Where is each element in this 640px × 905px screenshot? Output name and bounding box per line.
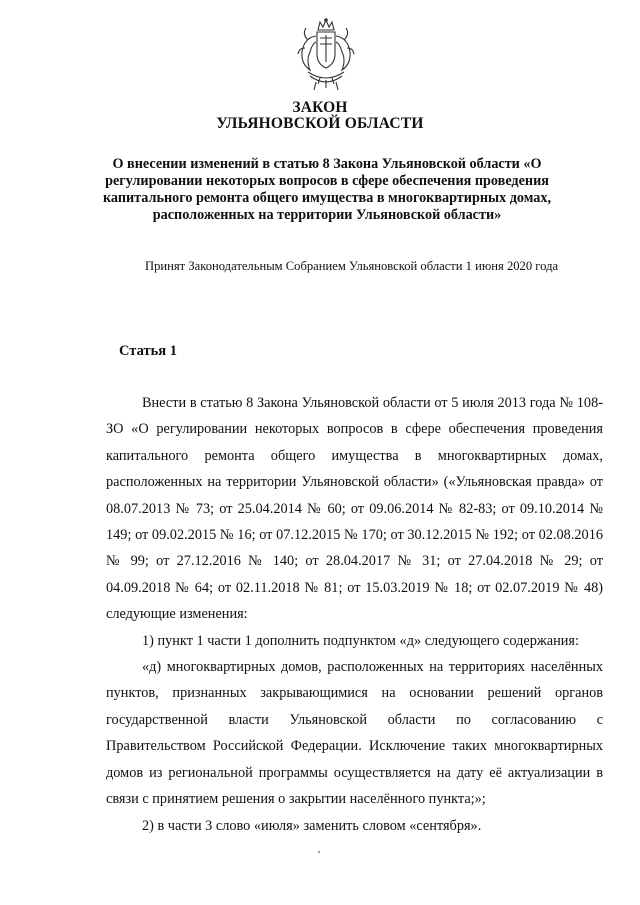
region-title: УЛЬЯНОВСКОЙ ОБЛАСТИ: [216, 115, 424, 132]
paragraph-item-1: 1) пункт 1 части 1 дополнить подпунктом «д» следующего содержания:: [142, 632, 579, 649]
article-body: [106, 390, 603, 839]
coat-of-arms-emblem: [296, 18, 356, 92]
scan-speck: [318, 851, 320, 853]
paragraph-main: Внести в статью 8 Закона Ульяновской области от 5 июля 2013 года № 108-ЗО «О регулировании некоторых вопросов в сфере обеспечения проведения капитального ремонта общего имущества в многоквартирных домах, расположенных на территории Ульяновской области» («Ульяновская правда» от 08.07.2013 № 73; от 25.04.2014 № 60; от 09.06.2014 № 82-83; от 09.10.2014 № 149; от 09.02.2015 № 16; от 07.12.2015 № 170; от 30.12.2015 № 192; от 02.08.2016 № 99; от 27.12.2016 № 140; от 28.04.2017 № 31; от 27.04.2018 № 29; от 04.09.2018 № 64; от 02.11.2018 № 81; от 15.03.2019 № 18; от 02.07.2019 № 48) следующие изменения:: [106, 395, 603, 623]
law-title: ЗАКОН: [292, 99, 348, 116]
law-subtitle: О внесении изменений в статью 8 Закона Ульяновской области «О регулировании некоторых вопросов в сфере обеспечения проведения капитального ремонта общего имущества в многоквартирных домах, расположенных на территории Ульяновской области»: [102, 156, 552, 223]
adoption-note: Принят Законодательным Собранием Ульяновской области 1 июня 2020 года: [145, 259, 559, 273]
article-heading: Статья 1: [119, 343, 177, 359]
paragraph-item-2: 2) в части 3 слово «июля» заменить словом «сентября».: [142, 817, 482, 834]
paragraph-subitem-d: «д) многоквартирных домов, расположенных на территориях населённых пунктов, признанных закрывающимися на основании решений органов государственной власти Ульяновской области по согласованию с Правительством Российской Федерации. Исключение таких многоквартирных домов из региональной программы осуществляется на дату её актуализации в связи с принятием решения о закрытии населённого пункта;»;: [106, 659, 603, 808]
